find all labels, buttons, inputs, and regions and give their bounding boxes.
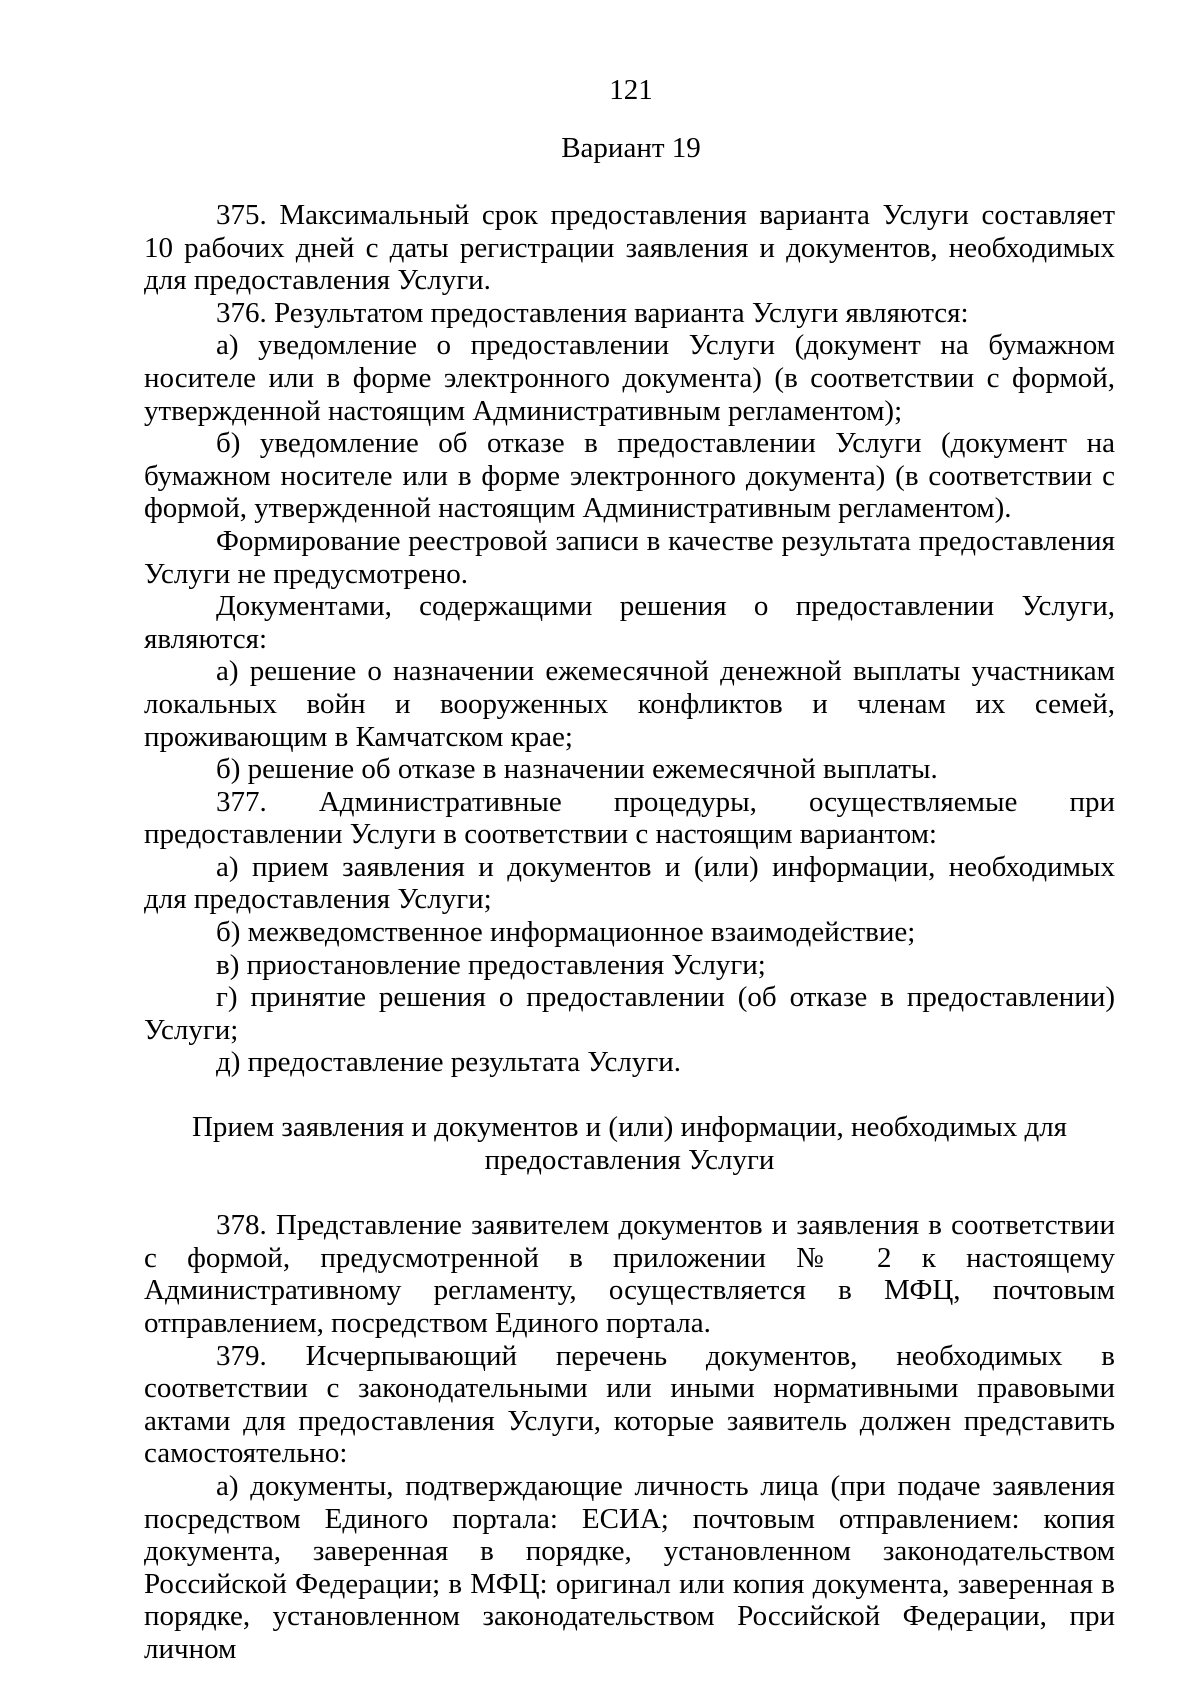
paragraph-377-a: а) прием заявления и документов и (или) информации, необходимых для предоставления Услуги; [144, 850, 1115, 916]
paragraph-377-d: д) предоставление результата Услуги. [216, 1046, 681, 1079]
paragraph-377: 377. Административные процедуры, осуществляемые при предоставлении Услуги в соответствии с настоящим вариантом: [144, 785, 1115, 851]
paragraph-376: 376. Результатом предоставления варианта Услуги являются: [216, 296, 969, 329]
paragraph-377-v: в) приостановление предоставления Услуги; [216, 948, 766, 981]
paragraph-376-b: б) уведомление об отказе в предоставлении Услуги (документ на бумажном носителе или в форме электронного документа) (в соответствии с формой, утвержденной настоящим Административным регламентом). [144, 427, 1115, 525]
page-number: 121 [609, 74, 653, 106]
paragraph-375: 375. Максимальный срок предоставления варианта Услуги составляет 10 рабочих дней с даты регистрации заявления и документов, необходимых для предоставления Услуги. [144, 199, 1115, 297]
document-body [144, 199, 1115, 1666]
paragraph-decision-documents: Документами, содержащими решения о предоставлении Услуги, являются: [144, 590, 1115, 655]
paragraph-decision-b: б) решение об отказе в назначении ежемесячной выплаты. [216, 753, 938, 786]
paragraph-378: 378. Представление заявителем документов и заявления в соответствии с формой, предусмотренной в приложении № 2 к настоящему Административному регламенту, осуществляется в МФЦ, почтовым отправлением, посредством Единого портала. [144, 1209, 1115, 1339]
paragraph-377-g: г) принятие решения о предоставлении (об отказе в предоставлении) Услуги; [144, 981, 1115, 1046]
paragraph-377-b: б) межведомственное информационное взаимодействие; [216, 916, 916, 949]
variant-title: Вариант 19 [561, 132, 701, 164]
section-heading: Прием заявления и документов и (или) информации, необходимых для предоставления Услуги [191, 1111, 1068, 1176]
paragraph-decision-a: а) решение о назначении ежемесячной денежной выплаты участникам локальных войн и вооруженных конфликтов и членам их семей, проживающим в Камчатском крае; [144, 655, 1115, 753]
paragraph-379-a: а) документы, подтверждающие личность лица (при подаче заявления посредством Единого портала: ЕСИА; почтовым отправлением: копия документа, заверенная в порядке, установленном законодательством Российской Федерации; в МФЦ: оригинал или копия документа, заверенная в порядке, установленном законодательством Российской Федерации, при личном [144, 1469, 1115, 1665]
paragraph-registry-record: Формирование реестровой записи в качестве результата предоставления Услуги не предусмотрено. [144, 524, 1115, 590]
paragraph-376-a: а) уведомление о предоставлении Услуги (документ на бумажном носителе или в форме электронного документа) (в соответствии с формой, утвержденной настоящим Административным регламентом); [144, 329, 1115, 427]
paragraph-379: 379. Исчерпывающий перечень документов, необходимых в соответствии с законодательными или иными нормативными правовыми актами для предоставления Услуги, которые заявитель должен представить самостоятельно: [144, 1339, 1115, 1470]
